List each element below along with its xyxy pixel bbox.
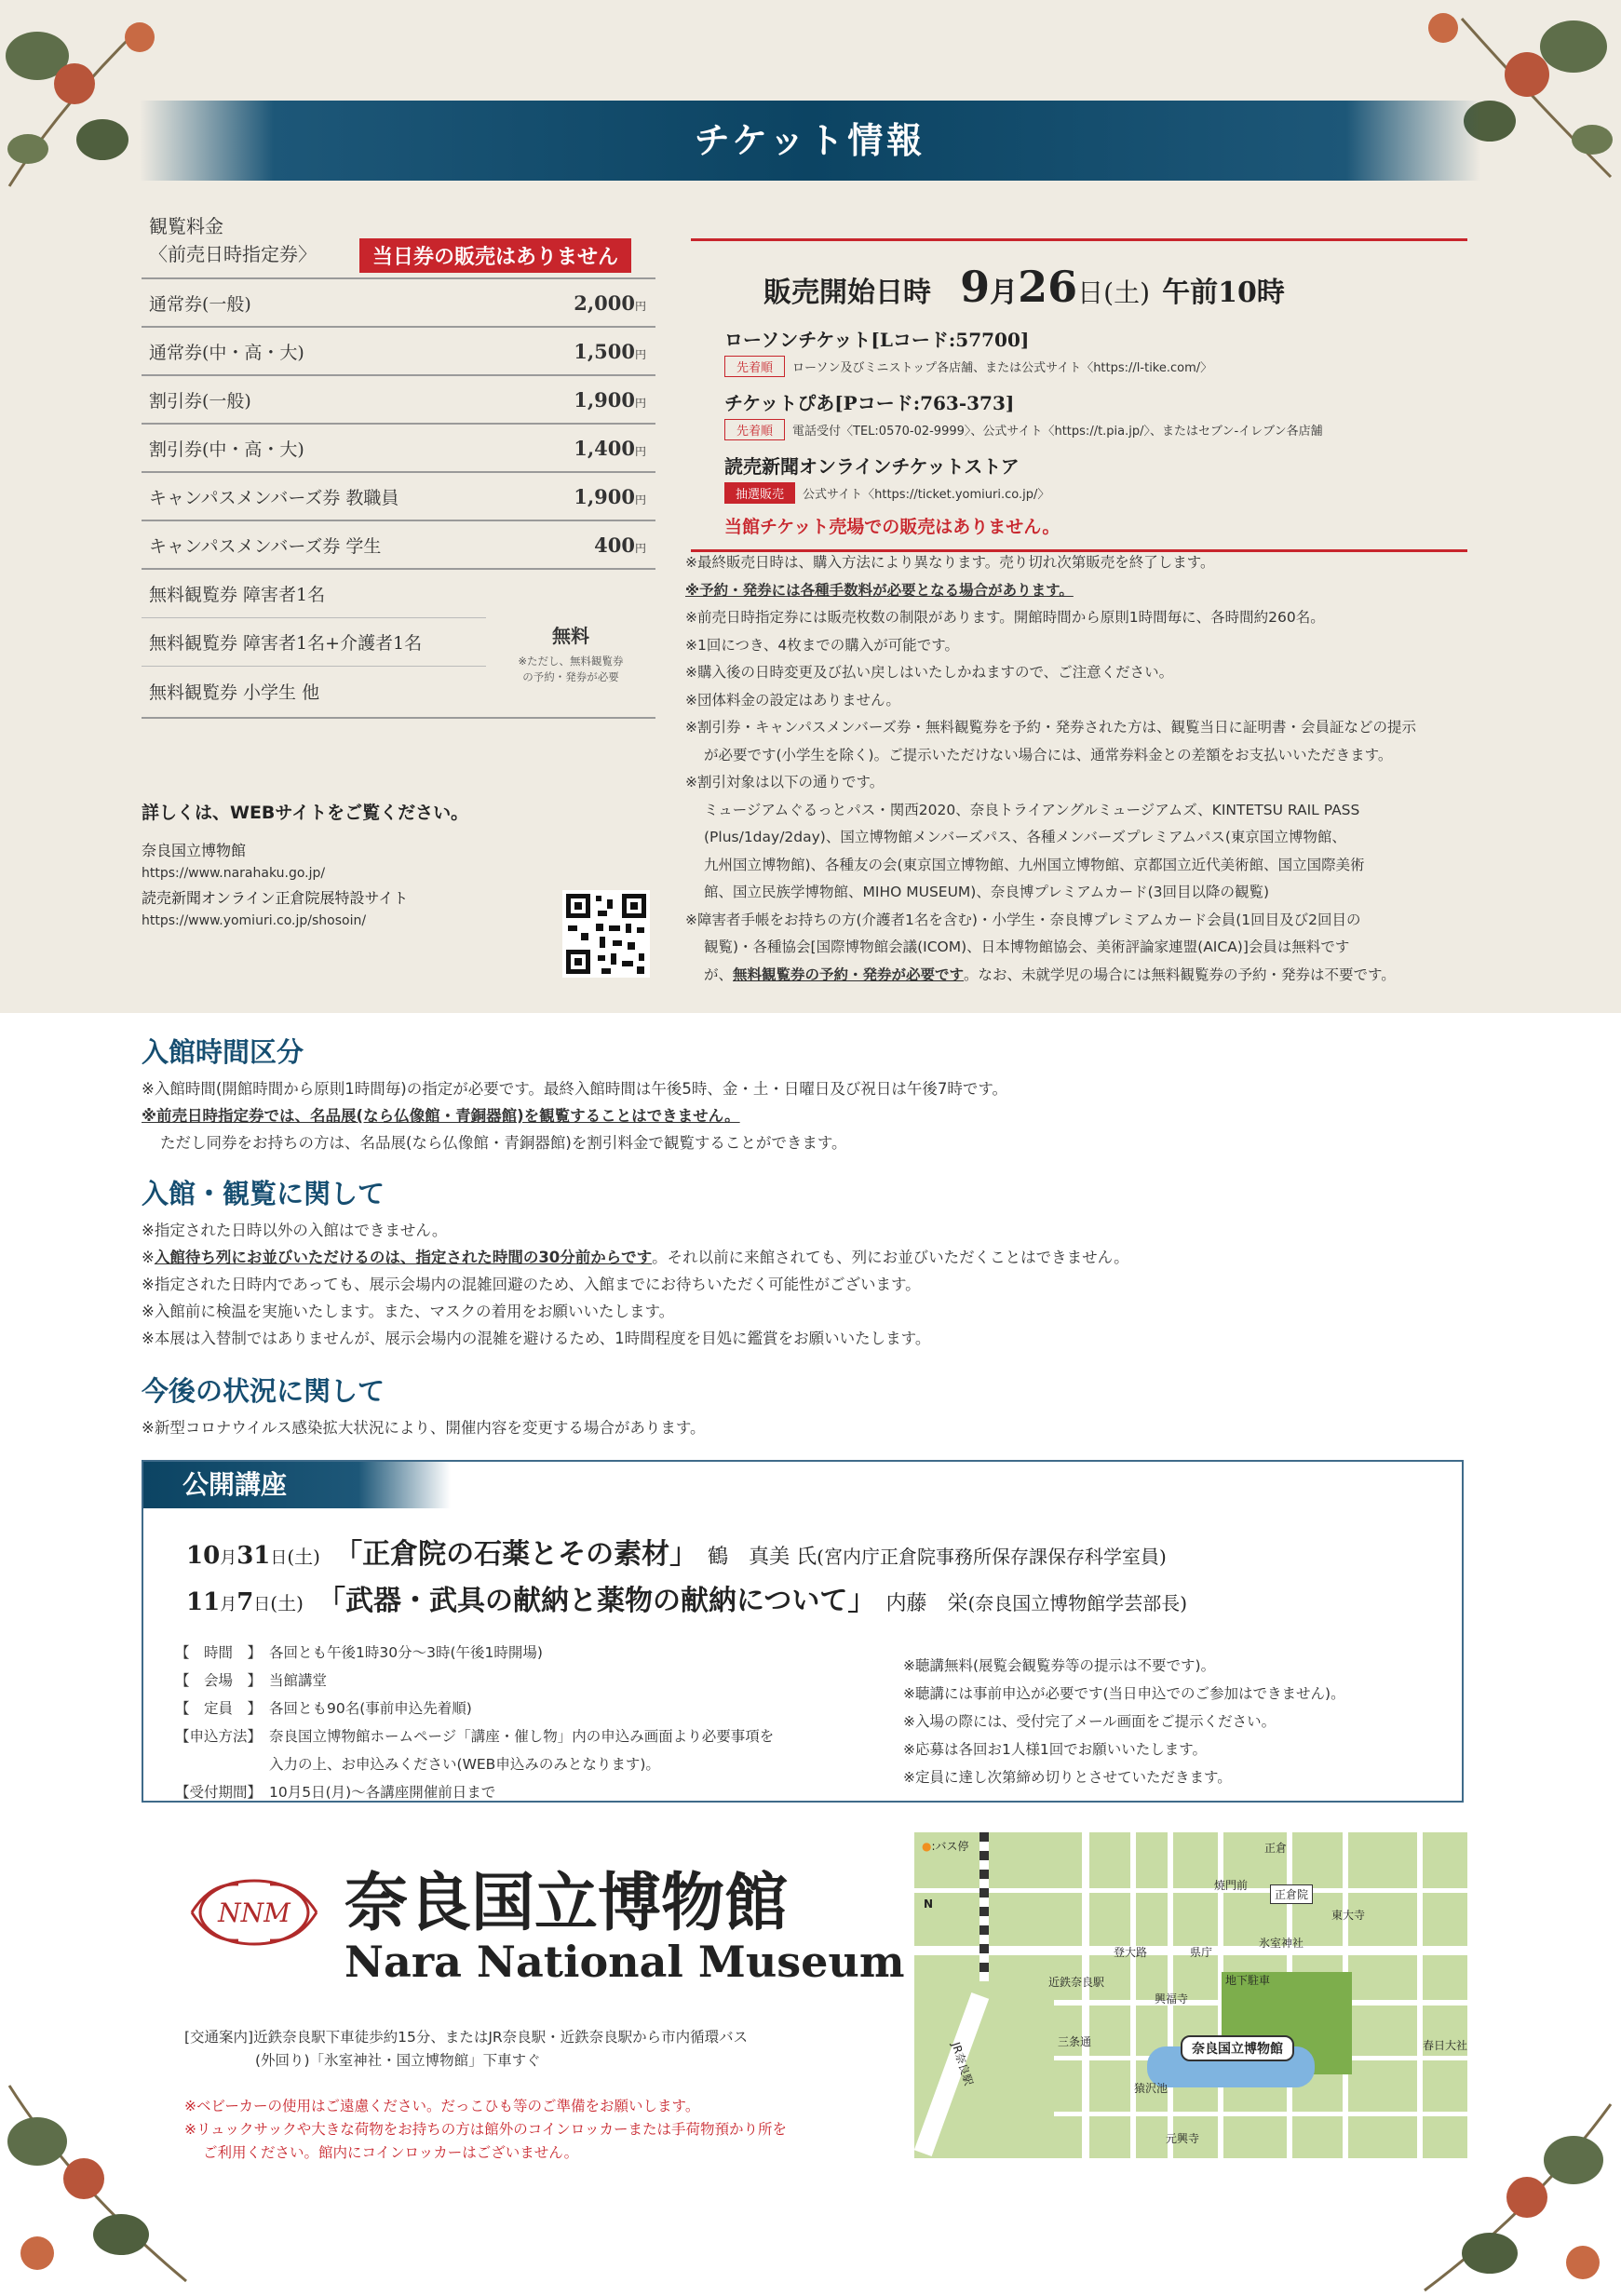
price-value: 1,900円 bbox=[574, 484, 646, 508]
qr-code[interactable] bbox=[562, 890, 650, 978]
ticket-notes bbox=[685, 549, 1477, 989]
vendor-name: 読売新聞オンラインチケットストア bbox=[724, 455, 1020, 478]
access-map[interactable]: ●:バス停 N 正倉 焼門前 正倉院 東大寺 登大路 県庁 氷室神社 近鉄奈良駅 興福寺 地下駐車 三条通 JR奈良駅 奈良国立博物館 猿沢池 春日大社 元興寺 bbox=[914, 1832, 1467, 2158]
vendor-detail: ローソン及びミニストップ各店舗、または公式サイト〈https://l-tike.com/〉 bbox=[792, 361, 1213, 375]
free-note: ※ただし、無料観覧券 の予約・発券が必要 bbox=[518, 654, 624, 683]
price-label: 通常券(一般) bbox=[149, 293, 251, 315]
vendor-item bbox=[724, 325, 1467, 377]
railway bbox=[979, 1832, 989, 1981]
website-title: 詳しくは、WEBサイトをご覧ください。 bbox=[142, 803, 469, 823]
lecture-item: 11月7日(土) 「武器・武具の献納と薬物の献納について」 内藤 栄(奈良国立博物館学芸部長) bbox=[186, 1585, 1188, 1617]
floral-decoration-bottom-left bbox=[0, 2076, 205, 2296]
price-label: 割引券(一般) bbox=[149, 390, 251, 412]
note-line: ※団体料金の設定はありません。 bbox=[685, 691, 900, 709]
museum-logo-icon bbox=[182, 1864, 326, 1961]
price-value: 1,400円 bbox=[574, 436, 646, 460]
note-line: ※割引券・キャンパスメンバーズ券・無料観覧券を予約・発券された方は、観覧当日に証明書・会員証などの提示 bbox=[685, 719, 1417, 736]
price-value: 2,000円 bbox=[574, 290, 646, 315]
museum-site-url[interactable]: https://www.narahaku.go.jp/ bbox=[142, 866, 326, 881]
special-site-url[interactable]: https://www.yomiuri.co.jp/shosoin/ bbox=[142, 913, 367, 928]
pricing-heading bbox=[149, 212, 317, 268]
future-body: ※新型コロナウイルス感染拡大状況により、開催内容を変更する場合があります。 bbox=[142, 1419, 706, 1437]
vendor-detail: 電話受付〈TEL:0570-02-9999〉、公式サイト〈https://t.pia.jp/〉、またはセブン-イレブン各店舗 bbox=[792, 425, 1323, 439]
vendor-badge: 先着順 bbox=[724, 356, 785, 377]
price-label: キャンパスメンバーズ券 学生 bbox=[149, 535, 382, 557]
note-line: ※障害者手帳をお持ちの方(介護者1名を含む)・小学生・奈良博プレミアムカード会員(1回目及び2回目の bbox=[685, 911, 1361, 928]
note-line: ※購入後の日時変更及び払い戻しはいたしかねますので、ご注意ください。 bbox=[685, 664, 1174, 681]
free-price-block bbox=[486, 587, 655, 719]
price-row bbox=[142, 425, 655, 473]
lecture-item: 10月31日(土) 「正倉院の石薬とその素材」 鶴 真美 氏(宮内庁正倉院事務所保存課保存科学室員) bbox=[186, 1538, 1167, 1571]
svg-text:NNM: NNM bbox=[218, 1898, 290, 1928]
price-value: 400円 bbox=[594, 533, 646, 557]
note-line: ※割引対象は以下の通りです。 bbox=[685, 774, 885, 790]
price-row bbox=[142, 279, 655, 328]
sales-start: 販売開始日時 9月26日(土) 午前10時 bbox=[763, 262, 1285, 312]
ticket-info-banner bbox=[140, 101, 1480, 181]
vendor-name: ローソンチケット[Lコード:57700] bbox=[724, 329, 1030, 351]
free-row: 無料観覧券 障害者1名+介護者1名 bbox=[142, 618, 486, 667]
future-section bbox=[142, 1371, 1464, 1441]
note-line: が必要です(小学生を除く)。ご提示いただけない場合には、通常券料金との差額をお支払いいただきます。 bbox=[704, 746, 1393, 763]
vendor-name: チケットぴあ[Pコード:763-373] bbox=[724, 392, 1015, 414]
note-line: 九州国立博物館)、各種友の会(東京国立博物館、九州国立博物館、京都国立近代美術館、国立国際美術 bbox=[704, 856, 1365, 873]
price-label: 割引券(中・高・大) bbox=[149, 439, 304, 460]
note-line: ※最終販売日時は、購入方法により異なります。売り切れ次第販売を終了します。 bbox=[685, 554, 1215, 571]
vendor-badge: 抽選販売 bbox=[724, 482, 795, 504]
sales-info bbox=[691, 238, 1467, 552]
jr-line bbox=[914, 1992, 989, 2156]
vendor-detail: 公式サイト〈https://ticket.yomiuri.co.jp/〉 bbox=[803, 488, 1050, 502]
price-label: キャンパスメンバーズ券 教職員 bbox=[149, 487, 399, 508]
vendor-badge: 先着順 bbox=[724, 419, 785, 440]
no-same-day-badge: 当日券の販売はありません bbox=[359, 238, 631, 273]
time-slots-title: 入館時間区分 bbox=[142, 1036, 304, 1068]
admission-section bbox=[142, 1173, 1464, 1352]
note-line: (Plus/1day/2day)、国立博物館メンバーズパス、各種メンバーズプレミアムパス(東京国立博物館、 bbox=[704, 829, 1346, 845]
price-value: 1,900円 bbox=[574, 387, 646, 412]
note-line: ※予約・発券には各種手数料が必要となる場合があります。 bbox=[685, 581, 1074, 599]
price-value: 1,500円 bbox=[574, 339, 646, 363]
price-label: 通常券(中・高・大) bbox=[149, 342, 304, 363]
museum-name-en: Nara National Museum bbox=[344, 1937, 905, 1987]
vendor-list bbox=[691, 325, 1467, 538]
note-line: が、無料観覧券の予約・発券が必要です。なお、未就学児の場合には無料観覧券の予約・発券は不要です。 bbox=[704, 966, 1396, 983]
visitor-warnings: ※ベビーカーの使用はご遠慮ください。だっこひも等のご準備をお願いします。 ※リュックサックや大きな荷物をお持ちの方は館外のコインロッカーまたは手荷物預かり所を ご利用ください。館内にコインロッカーはございません。 bbox=[184, 2098, 787, 2161]
banner-title: チケット情報 bbox=[694, 120, 926, 161]
lecture-notes: ※聴講無料(展覧会観覧券等の提示は不要です)。 ※聴講には事前申込が必要です(当日申込でのご参加はできません)。 ※入場の際には、受付完了メール画面をご提示ください。 ※応募は各回お1人様1回でお願いいたします。 ※定員に達し次第締め切りとさせていただきます。 bbox=[903, 1657, 1345, 1786]
vendor-item bbox=[724, 452, 1467, 504]
special-site-name: 読売新聞オンライン正倉院展特設サイト bbox=[142, 889, 409, 907]
time-slots-body: ※入館時間(開館時間から原則1時間毎)の指定が必要です。最終入館時間は午後5時、金・土・日曜日及び祝日は午後7時です。 ※前売日時指定券では、名品展(なら仏像館・青銅器館)を観覧することはできません。 ただし同券をお持ちの方は、名品展(なら仏像館・青銅器館)を割引料金で観覧することができます。 bbox=[142, 1080, 1008, 1152]
note-line: ミュージアムぐるっとパス・関西2020、奈良トライアングルミュージアムズ、KINTETSU RAIL PASS bbox=[704, 801, 1360, 818]
price-row bbox=[142, 473, 655, 521]
lecture-title: 公開講座 bbox=[143, 1462, 451, 1508]
free-row: 無料観覧券 障害者1名 bbox=[142, 570, 486, 618]
admission-title: 入館・観覧に関して bbox=[142, 1178, 385, 1209]
note-line: ※1回につき、4枚までの購入が可能です。 bbox=[685, 636, 960, 654]
lecture-info: 【 時間 】 各回とも午後1時30分～3時(午後1時開場) 【 会場 】 当館講堂 【 定員 】 各回とも90名(事前申込先着順) 【申込方法】 奈良国立博物館ホームページ「講座・催し物」内の申込み画面より必要事項を 入力の上、お申込みください(WEB申込みのみとなります)。 【受付期間】 10月5日(月)～各講座開催前日まで bbox=[175, 1644, 775, 1801]
divider bbox=[691, 238, 1467, 241]
museum-name-ja: 奈良国立博物館 bbox=[344, 1866, 789, 1940]
price-row bbox=[142, 376, 655, 425]
admission-body: ※指定された日時以外の入館はできません。 ※入館待ち列にお並びいただけるのは、指定された時間の30分前からです。それ以前に来館されても、列にお並びいただくことはできません。 ※指定された日時内であっても、展示会場内の混雑回避のため、入館までにお待ちいただく可能性がございます。 ※入館前に検温を実施いたします。また、マスクの着用をお願いいたします。 ※本展は入替制ではありませんが、展示会場内の混雑を避けるため、1時間程度を目処に鑑賞をお願いいたします。 bbox=[142, 1222, 1129, 1347]
note-line: ※前売日時指定券には販売枚数の制限があります。開館時間から原則1時間毎に、各時間約260名。 bbox=[685, 609, 1325, 626]
museum-site-name: 奈良国立博物館 bbox=[142, 842, 247, 859]
pricing-heading-line2: 〈前売日時指定券〉 bbox=[149, 243, 317, 265]
free-row: 無料観覧券 小学生 他 bbox=[149, 682, 320, 703]
vendor-item bbox=[724, 388, 1467, 440]
venue-notice: 当館チケット売場での販売はありません。 bbox=[724, 517, 1060, 537]
price-row bbox=[142, 328, 655, 376]
pricing-heading-line1: 観覧料金 bbox=[149, 215, 223, 237]
note-line: 館、国立民族学博物館、MIHO MUSEUM)、奈良博プレミアムカード(3回目以降の観覧) bbox=[704, 884, 1270, 900]
future-title: 今後の状況に関して bbox=[142, 1375, 385, 1407]
free-label: 無料 bbox=[552, 624, 589, 647]
note-line: 観覧)・各種協会[国際博物館会議(ICOM)、日本博物館協会、美術評論家連盟(AICA)]会員は無料です bbox=[704, 939, 1350, 955]
lecture-box bbox=[142, 1460, 1464, 1803]
time-slots-section bbox=[142, 1032, 1464, 1156]
price-row bbox=[142, 521, 655, 570]
website-info bbox=[142, 799, 533, 928]
access-info: [交通案内]近鉄奈良駅下車徒歩約15分、またはJR奈良駅・近鉄奈良駅から市内循環バス (外回り)「氷室神社・国立博物館」下車すぐ bbox=[184, 2029, 749, 2069]
